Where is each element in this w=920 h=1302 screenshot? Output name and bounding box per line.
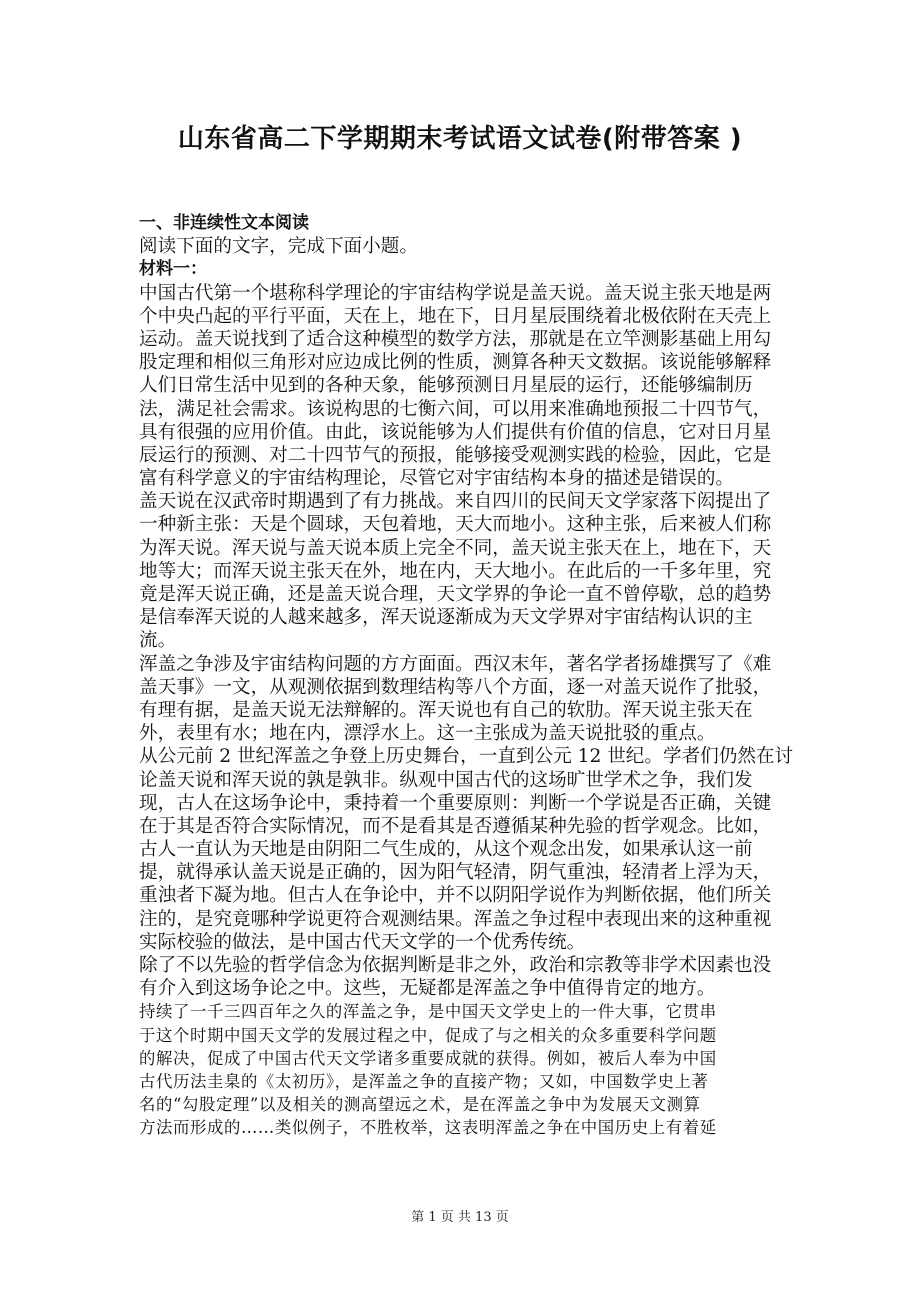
- body-line: 方法而形成的……类似例子，不胜枚举，这表明浑盖之争在中国历史上有着延: [139, 1118, 717, 1138]
- body-line: 于这个时期中国天文学的发展过程之中，促成了与之相关的众多重要科学问题: [139, 1025, 717, 1045]
- page-footer: 第 1 页 共 13 页: [411, 1210, 509, 1225]
- section-heading: 一、非连续性文本阅读: [139, 213, 309, 233]
- body-line: 盖天事》一文，从观测依据到数理结构等八个方面，逐一对盖天说作了批驳，: [139, 676, 772, 698]
- body-line: 为浑天说。浑天说与盖天说本质上完全不同，盖天说主张天在上，地在下，天: [139, 537, 772, 559]
- document-body: [139, 212, 794, 1140]
- body-line: 法，满足社会需求。该说构思的七衡六间，可以用来准确地预报二十四节气，: [139, 398, 772, 420]
- body-line: 人们日常生活中见到的各种天象，能够预测日月星辰的运行，还能够编制历: [139, 375, 753, 397]
- body-line: 富有科学意义的宇宙结构理论，尽管它对宇宙结构本身的描述是错误的。: [139, 468, 735, 490]
- body-line: 名的“勾股定理”以及相关的测高望远之术，是在浑盖之争中为发展天文测算: [139, 1095, 701, 1115]
- body-line: 重浊者下凝为地。但古人在争论中，并不以阴阳学说作为判断依据，他们所关: [139, 885, 772, 907]
- document-title: 山东省高二下学期期末考试语文试卷(附带答案 ): [177, 124, 743, 154]
- body-line: 实际校验的做法，是中国古代天文学的一个优秀传统。: [139, 931, 586, 953]
- body-line: 股定理和相似三角形对应边成比例的性质，测算各种天文数据。该说能够解释: [139, 352, 772, 374]
- body-line: 有理有据，是盖天说无法辩解的。浑天说也有自己的软肋。浑天说主张天在: [139, 699, 753, 721]
- body-line: 注的，是究竟哪种学说更符合观测结果。浑盖之争过程中表现出来的这种重视: [139, 908, 772, 930]
- body-line: 一种新主张：天是个圆球，天包着地，天大而地小。这种主张，后来被人们称: [139, 514, 772, 536]
- body-line: 在于其是否符合实际情况，而不是看其是否遵循某种先验的哲学观念。比如，: [139, 815, 772, 837]
- material-label: 材料一：: [139, 259, 207, 280]
- body-line: 除了不以先验的哲学信念为依据判断是非之外，政治和宗教等非学术因素也没: [139, 955, 772, 976]
- body-line: 提，就得承认盖天说是正确的，因为阳气轻清，阴气重浊，轻清者上浮为天，: [139, 862, 772, 884]
- body-line: 地等大；而浑天说主张天在外，地在内，天大地小。在此后的一千多年里，究: [139, 560, 772, 582]
- body-line: 有介入到这场争论之中。这些，无疑都是浑盖之争中值得肯定的地方。: [139, 978, 716, 1000]
- body-line: 运动。盖天说找到了适合这种模型的数学方法，那就是在立竿测影基础上用勾: [139, 328, 772, 350]
- body-line: 外，表里有水；地在内，漂浮水上。这一主张成为盖天说批驳的重点。: [139, 723, 716, 745]
- body-line: 论盖天说和浑天说的孰是孰非。纵观中国古代的这场旷世学术之争，我们发: [139, 769, 753, 791]
- body-line: 中国古代第一个堪称科学理论的宇宙结构学说是盖天说。盖天说主张天地是两: [139, 282, 772, 304]
- body-line: 现，古人在这场争论中，秉持着一个重要原则：判断一个学说是否正确，关键: [139, 792, 772, 814]
- body-line: 从公元前 2 世纪浑盖之争登上历史舞台，一直到公元 12 世纪。学者们仍然在讨: [139, 746, 794, 768]
- body-line: 是信奉浑天说的人越来越多，浑天说逐渐成为天文学界对宇宙结构认识的主: [139, 607, 753, 629]
- body-line: 持续了一千三四百年之久的浑盖之争，是中国天文学史上的一件大事，它贯串: [139, 1002, 717, 1022]
- body-line: 辰运行的预测、对二十四节气的预报，能够接受观测实践的检验，因此，它是: [139, 444, 772, 466]
- body-line: 古人一直认为天地是由阴阳二气生成的，从这个观念出发，如果承认这一前: [139, 839, 753, 861]
- body-line: 盖天说在汉武帝时期遇到了有力挑战。来自四川的民间天文学家落下闳提出了: [139, 491, 772, 513]
- body-paragraphs: [139, 282, 794, 1001]
- body-line: 浑盖之争涉及宇宙结构问题的方方面面。西汉末年，著名学者扬雄撰写了《难: [139, 653, 772, 675]
- body-line: 流。: [139, 630, 177, 652]
- instruction-text: 阅读下面的文字，完成下面小题。: [139, 236, 418, 258]
- body-line: 古代历法圭臬的《太初历》，是浑盖之争的直接产物；又如，中国数学史上著: [139, 1071, 709, 1091]
- body-paragraphs-kai: [139, 1000, 779, 1139]
- body-line: 个中央凸起的平行平面，天在上，地在下，日月星辰围绕着北极依附在天壳上: [139, 305, 772, 327]
- body-line: 具有很强的应用价值。由此，该说能够为人们提供有价值的信息，它对日月星: [139, 421, 772, 443]
- body-line: 的解决，促成了中国古代天文学诸多重要成就的获得。例如，被后人奉为中国: [139, 1048, 717, 1068]
- body-line: 竟是浑天说正确，还是盖天说合理，天文学界的争论一直不曾停歇，总的趋势: [139, 584, 772, 605]
